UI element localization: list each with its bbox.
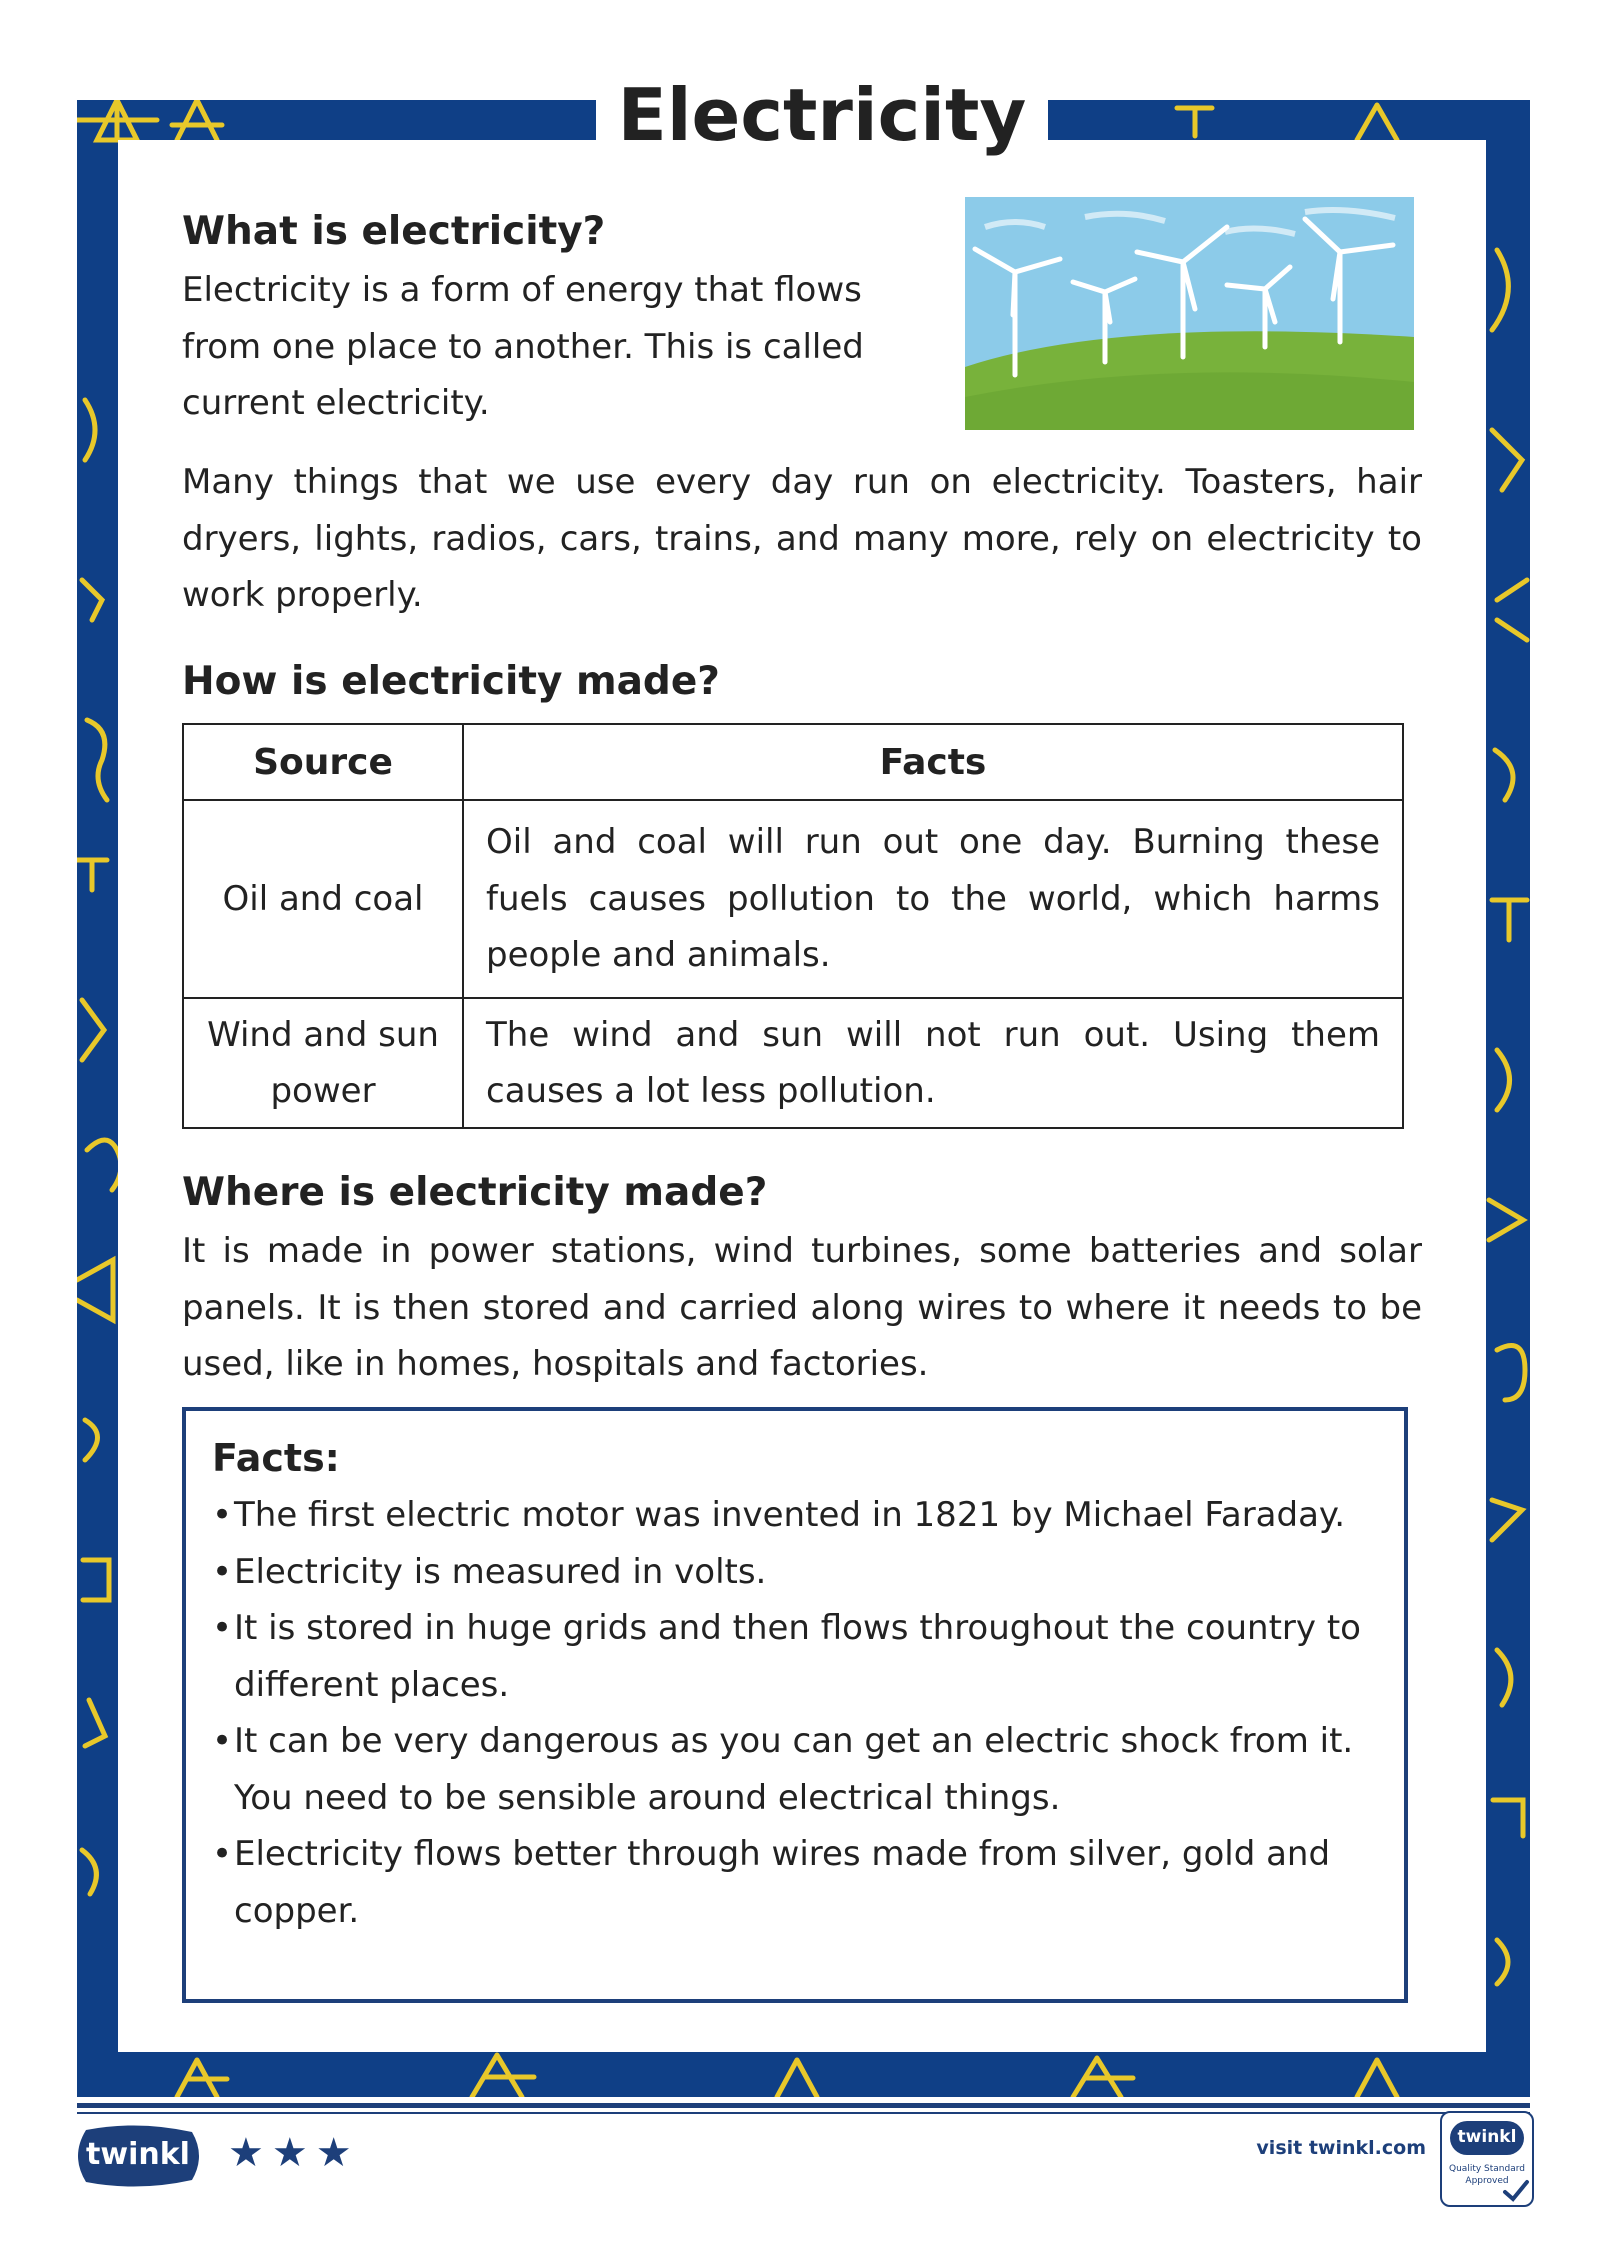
source-cell: Wind and sun power [183,998,463,1128]
wind-turbines-image [965,197,1414,430]
twinkl-logo[interactable] [72,2124,204,2188]
list-item: • It can be very dangerous as you can get an electric shock from it. You need to be sensible around electrical things. [212,1713,1380,1826]
sources-table [182,723,1404,1129]
facts-cell: Oil and coal will run out one day. Burning these fuels causes pollution to the world, which harms people and animals. [463,800,1403,998]
what-is-electricity-paragraph: Electricity is a form of energy that flows from one place to another. This is called current electricity. [182,270,864,423]
badge-brand-text: twinkl [1450,2121,1524,2155]
page-title: Electricity [596,62,1048,172]
list-item: • Electricity flows better through wires made from silver, gold and copper. [212,1826,1380,1939]
star-icon: ★ [228,2130,264,2176]
how-is-electricity-made-heading: How is electricity made? [182,659,720,704]
facts-list [212,1487,1380,1939]
star-icon: ★ [315,2130,352,2176]
rating-stars [228,2128,352,2178]
electricity-uses-paragraph: Many things that we use every day run on electricity. Toasters, hair dryers, lights, radios, cars, trains, and many more, rely on electricity to work properly. [182,462,1422,615]
table-row [183,998,1403,1128]
table-header-row [183,724,1403,800]
column-header-facts: Facts [463,724,1403,800]
table-row [183,800,1403,998]
footer-divider-thin [77,2112,1530,2114]
source-cell: Oil and coal [183,800,463,998]
column-header-source: Source [183,724,463,800]
badge-line-2: Approved [1465,2176,1509,2186]
checkmark-icon [1502,2179,1530,2203]
facts-cell: The wind and sun will not run out. Using them causes a lot less pollution. [463,998,1403,1128]
what-is-electricity-heading: What is electricity? [182,209,606,254]
where-is-electricity-made-paragraph: It is made in power stations, wind turbines, some batteries and solar panels. It is then stored and carried along wires to where it needs to be used, like in homes, hospitals and factories. [182,1231,1422,1384]
footer-divider [77,2103,1530,2108]
where-is-electricity-made-heading: Where is electricity made? [182,1170,768,1215]
twinkl-logo-text: twinkl [86,2137,190,2172]
star-icon: ★ [271,2130,308,2176]
visit-link[interactable]: visit twinkl.com [1256,2137,1426,2159]
facts-box-title: Facts: [212,1436,340,1480]
facts-box [182,1407,1408,2003]
list-item: • The first electric motor was invented in 1821 by Michael Faraday. [212,1487,1380,1544]
badge-line-1: Quality Standard [1449,2164,1525,2174]
list-item: • It is stored in huge grids and then flows throughout the country to different places. [212,1600,1380,1713]
list-item: • Electricity is measured in volts. [212,1544,1380,1601]
quality-standard-badge [1440,2111,1534,2207]
